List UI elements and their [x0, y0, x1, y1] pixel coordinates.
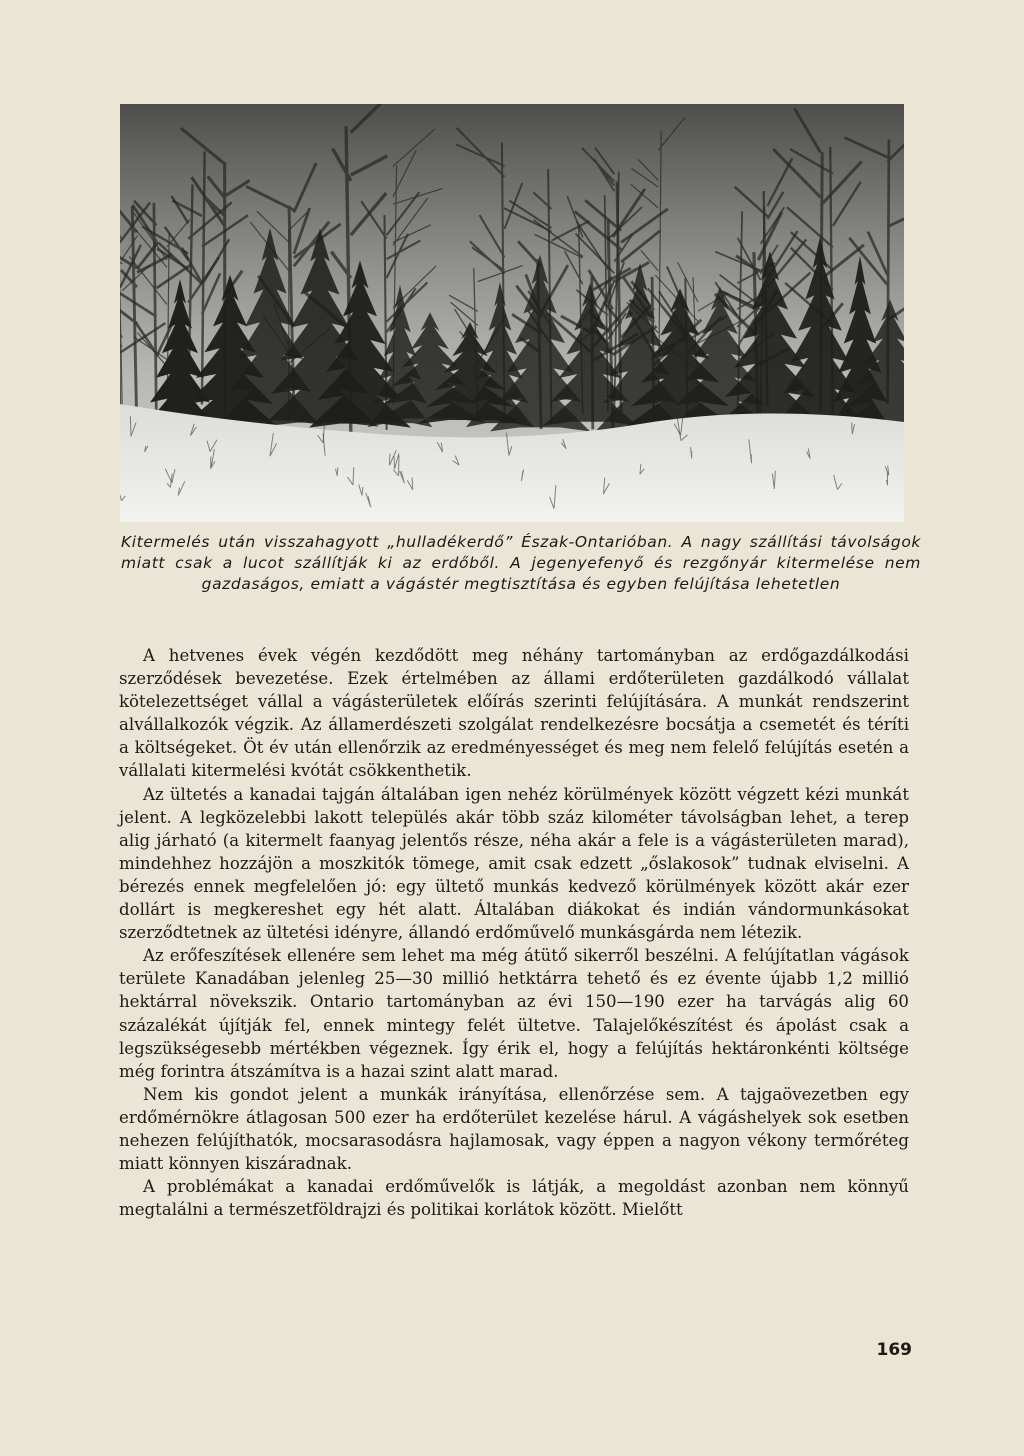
body-text — [119, 644, 909, 1221]
figure-caption: Kitermelés után visszahagyott „hulladékerdő” Észak-Ontarióban. A nagy szállítási távolságok miatt csak a lucot szállítják ki az erdőből. A jegenyefenyő és rezgőnyár kitermelése nem gazdaságos, emiatt a vágástér megtisztítása és egyben felújítása lehetetlen — [121, 533, 921, 593]
page-number: 169 — [876, 1340, 912, 1360]
paragraph: A hetvenes évek végén kezdődött meg néhány tartományban az erdőgazdálkodási szerződések bevezetése. Ezek értelmében az állami erdőterületen gazdálkodó vállalat kötelezettséget vállal a vágásterületek előírás szerinti felújítására. A munkát rendszerint alvállalkozók végzik. Az államerdészeti szolgálat rendelkezésre bocsátja a csemetét és téríti a költségeket. Öt év után ellenőrzik az eredményességet és meg nem felelő felújítás esetén a vállalati kitermelési kvótát csökkenthetik. — [119, 646, 909, 781]
paragraph: Nem kis gondot jelent a munkák irányítása, ellenőrzése sem. A tajgaövezetben egy erdőmérnökre átlagosan 500 ezer ha erdőterület kezelése hárul. A vágáshelyek sok esetben nehezen felújíthatók, mocsarasodásra hajlamosak, vagy éppen a nagyon vékony termőréteg miatt könnyen kiszáradnak. — [119, 1084, 909, 1174]
forest-image — [120, 104, 904, 522]
paragraph: Az ültetés a kanadai tajgán általában igen nehéz körülmények között végzett kézi munkát jelent. A legközelebbi lakott település akár több száz kilométer távolságban lehet, a terep alig járható (a kitermelt faanyag jelentős része, néha akár a fele is a vágásterületen marad), mindehhez hozzájön a moszkitók tömege, amit csak edzett „őslakosok” tudnak elviselni. A bérezés ennek megfelelően jó: egy ültető munkás kedvező körülmények között akár ezer dollárt is megkereshet egy hét alatt. Általában diákokat és indián vándormunkásokat szerződtetnek az ültetési idényre, állandó erdőművelő munkásgárda nem létezik. — [119, 784, 909, 943]
paragraph: A problémákat a kanadai erdőművelők is látják, a megoldást azonban nem könnyű megtalálni a természetföldrajzi és politikai korlátok között. Mielőtt — [119, 1177, 909, 1220]
forest-photograph — [120, 104, 904, 522]
paragraph: Az erőfeszítések ellenére sem lehet ma még átütő sikerről beszélni. A felújítatlan vágások területe Kanadában jelenleg 25—30 millió hetktárra tehető és ez évente újabb 1,2 millió hektárral növekszik. Ontario tartományban az évi 150—190 ezer ha tarvágás alig 60 százalékát újítják fel, ennek mintegy felét ültetve. Talajelőkészítést és ápolást csak a legszükségesebb mértékben végeznek. Így érik el, hogy a felújítás hektáronkénti költsége még forintra átszámítva is a hazai szint alatt marad. — [119, 946, 909, 1081]
